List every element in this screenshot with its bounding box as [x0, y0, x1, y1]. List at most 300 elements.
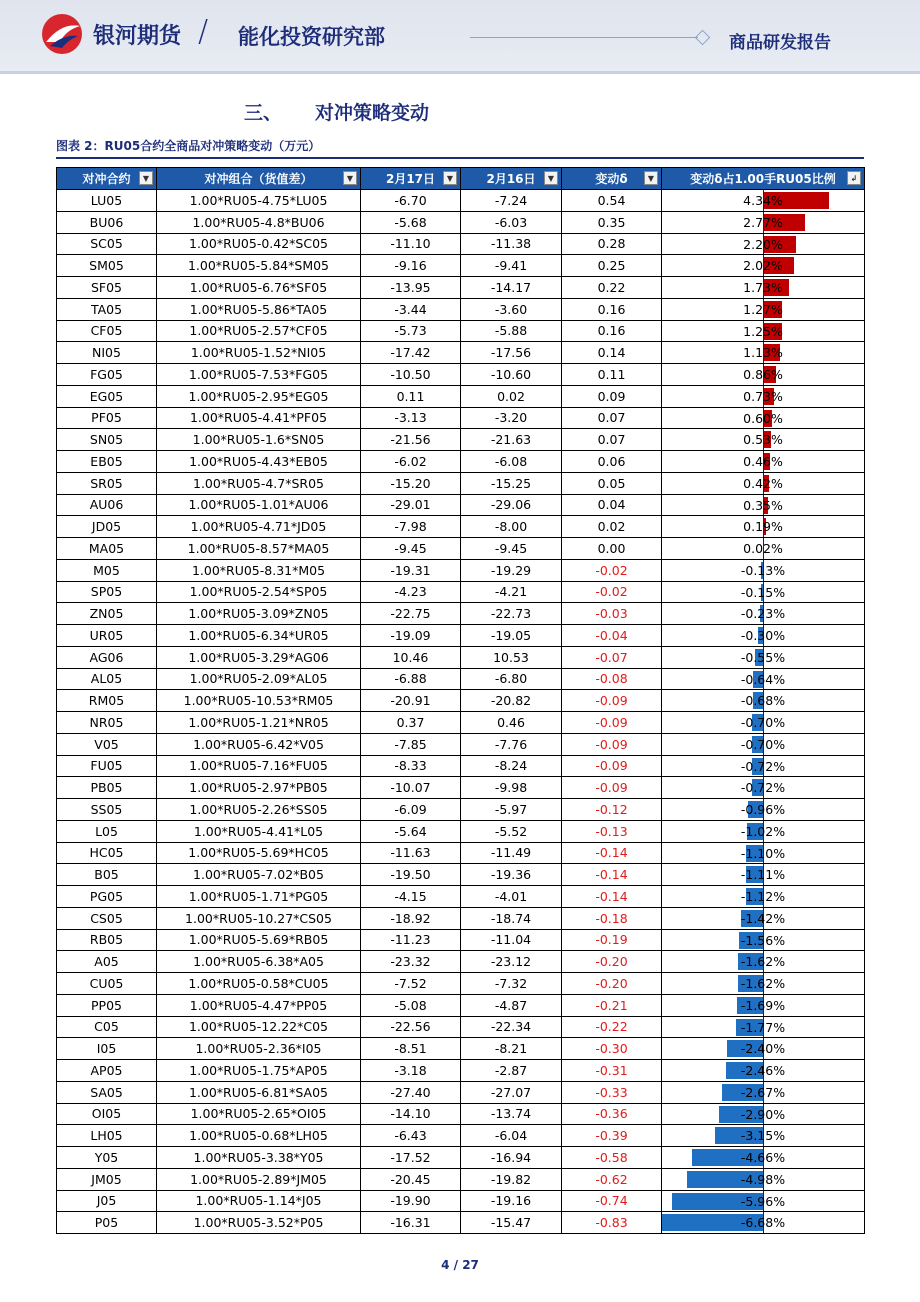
table-header-row — [57, 168, 865, 190]
cell-hedge-portfolio: 1.00*RU05-0.58*CU05 — [157, 973, 361, 995]
column-header-hedge-contract — [57, 168, 157, 190]
cell-change-delta: -0.09 — [562, 777, 662, 799]
cell-hedge-portfolio: 1.00*RU05-4.41*L05 — [157, 820, 361, 842]
cell-change-delta: -0.12 — [562, 799, 662, 821]
cell-feb17-value: -27.40 — [361, 1081, 461, 1103]
cell-change-ratio — [662, 1168, 865, 1190]
cell-feb16-value: -3.20 — [461, 407, 562, 429]
ratio-value: 4.34% — [743, 193, 783, 208]
cell-feb16-value: -15.47 — [461, 1212, 562, 1234]
ratio-value: 0.86% — [743, 367, 783, 382]
column-header-hedge-portfolio — [157, 168, 361, 190]
table-row — [57, 538, 865, 560]
column-header-label: 对冲组合（货值差） — [204, 172, 313, 186]
cell-hedge-portfolio: 1.00*RU05-2.97*PB05 — [157, 777, 361, 799]
ratio-value: -0.13% — [740, 562, 786, 578]
cell-hedge-contract: JD05 — [57, 516, 157, 538]
cell-change-ratio — [662, 255, 865, 277]
table-row — [57, 277, 865, 299]
cell-change-delta: -0.83 — [562, 1212, 662, 1234]
table-row — [57, 1081, 865, 1103]
ratio-value: 1.25% — [743, 323, 783, 339]
cell-change-delta: -0.33 — [562, 1081, 662, 1103]
column-header-label: 2月17日 — [385, 172, 436, 186]
cell-feb17-value: -19.90 — [361, 1190, 461, 1212]
cell-hedge-portfolio: 1.00*RU05-6.34*UR05 — [157, 625, 361, 647]
cell-hedge-contract: FU05 — [57, 755, 157, 777]
cell-hedge-contract: SP05 — [57, 581, 157, 603]
cell-hedge-portfolio: 1.00*RU05-5.84*SM05 — [157, 255, 361, 277]
cell-change-delta: 0.07 — [562, 429, 662, 451]
column-header-label: 对冲合约 — [82, 172, 131, 186]
table-row — [57, 255, 865, 277]
ratio-value: -2.40% — [740, 1041, 786, 1057]
cell-hedge-portfolio: 1.00*RU05-2.89*JM05 — [157, 1168, 361, 1190]
cell-change-delta: 0.05 — [562, 472, 662, 494]
header-separator: / — [198, 14, 209, 49]
company-name: 银河期货 — [93, 24, 182, 49]
table-row — [57, 233, 865, 255]
cell-hedge-contract: SM05 — [57, 255, 157, 277]
cell-change-ratio — [662, 429, 865, 451]
section-title: 对冲策略变动 — [315, 102, 430, 124]
cell-feb17-value: -5.73 — [361, 320, 461, 342]
ratio-value: -1.62% — [740, 976, 786, 991]
cell-hedge-portfolio: 1.00*RU05-2.95*EG05 — [157, 385, 361, 407]
cell-change-ratio — [662, 364, 865, 386]
ratio-value: 0.73% — [743, 388, 783, 404]
filter-dropdown-icon[interactable]: ▼ — [544, 171, 558, 185]
ratio-value: -2.90% — [740, 1106, 786, 1122]
cell-feb17-value: -23.32 — [361, 951, 461, 973]
cell-feb16-value: -5.97 — [461, 799, 562, 821]
department-name: 能化投资研究部 — [238, 25, 385, 49]
table-row — [57, 1147, 865, 1169]
cell-change-delta: 0.07 — [562, 407, 662, 429]
cell-change-delta: -0.09 — [562, 755, 662, 777]
cell-hedge-contract: RM05 — [57, 690, 157, 712]
table-row — [57, 1038, 865, 1060]
ratio-value: 0.42% — [743, 475, 783, 491]
cell-change-delta: -0.09 — [562, 712, 662, 734]
sort-filter-icon[interactable]: ↲ — [847, 171, 861, 185]
column-header-label: 变动δ — [595, 172, 628, 186]
ratio-value: 0.35% — [743, 497, 783, 513]
cell-hedge-contract: TA05 — [57, 298, 157, 320]
cell-change-ratio — [662, 864, 865, 886]
cell-feb17-value: -11.63 — [361, 842, 461, 864]
cell-feb17-value: -3.44 — [361, 298, 461, 320]
cell-hedge-portfolio: 1.00*RU05-0.42*SC05 — [157, 233, 361, 255]
cell-change-ratio — [662, 951, 865, 973]
ratio-value: -1.77% — [740, 1019, 786, 1035]
cell-change-ratio — [662, 277, 865, 299]
table-row — [57, 1103, 865, 1125]
cell-hedge-portfolio: 1.00*RU05-4.75*LU05 — [157, 190, 361, 212]
cell-hedge-contract: PB05 — [57, 777, 157, 799]
cell-hedge-contract: HC05 — [57, 842, 157, 864]
cell-feb16-value: -8.24 — [461, 755, 562, 777]
cell-hedge-contract: EB05 — [57, 451, 157, 473]
cell-feb16-value: -3.60 — [461, 298, 562, 320]
cell-hedge-contract: RB05 — [57, 929, 157, 951]
table-row — [57, 581, 865, 603]
cell-hedge-contract: Y05 — [57, 1147, 157, 1169]
cell-change-delta: 0.02 — [562, 516, 662, 538]
table-row — [57, 407, 865, 429]
cell-change-delta: -0.30 — [562, 1038, 662, 1060]
cell-change-ratio — [662, 625, 865, 647]
ratio-value: -1.11% — [740, 867, 786, 883]
report-type: 商品研发报告 — [729, 33, 831, 53]
cell-feb17-value: -9.16 — [361, 255, 461, 277]
cell-hedge-contract: L05 — [57, 820, 157, 842]
page-current: 4 — [441, 1258, 450, 1272]
cell-hedge-contract: C05 — [57, 1016, 157, 1038]
ratio-value: -0.15% — [740, 584, 786, 600]
cell-feb17-value: -5.64 — [361, 820, 461, 842]
cell-hedge-portfolio: 1.00*RU05-3.38*Y05 — [157, 1147, 361, 1169]
cell-feb16-value: -19.05 — [461, 625, 562, 647]
cell-hedge-contract: AG06 — [57, 646, 157, 668]
cell-feb17-value: -17.52 — [361, 1147, 461, 1169]
cell-change-delta: -0.19 — [562, 929, 662, 951]
cell-hedge-contract: UR05 — [57, 625, 157, 647]
ratio-value: -1.10% — [740, 845, 786, 861]
table-row — [57, 429, 865, 451]
cell-change-ratio — [662, 385, 865, 407]
cell-hedge-portfolio: 1.00*RU05-2.57*CF05 — [157, 320, 361, 342]
table-row — [57, 864, 865, 886]
cell-feb16-value: -6.04 — [461, 1125, 562, 1147]
cell-hedge-contract: NR05 — [57, 712, 157, 734]
cell-hedge-portfolio: 1.00*RU05-5.86*TA05 — [157, 298, 361, 320]
cell-hedge-contract: AP05 — [57, 1060, 157, 1082]
cell-change-delta: 0.35 — [562, 211, 662, 233]
cell-change-ratio — [662, 1147, 865, 1169]
cell-change-ratio — [662, 298, 865, 320]
cell-change-delta: 0.25 — [562, 255, 662, 277]
cell-hedge-portfolio: 1.00*RU05-6.42*V05 — [157, 733, 361, 755]
cell-feb17-value: -16.31 — [361, 1212, 461, 1234]
cell-change-ratio — [662, 994, 865, 1016]
cell-change-delta: -0.58 — [562, 1147, 662, 1169]
cell-hedge-portfolio: 1.00*RU05-1.6*SN05 — [157, 429, 361, 451]
table-row — [57, 385, 865, 407]
cell-hedge-contract: SR05 — [57, 472, 157, 494]
cell-feb16-value: 0.02 — [461, 385, 562, 407]
ratio-value: 2.77% — [743, 214, 783, 230]
cell-feb17-value: -6.88 — [361, 668, 461, 690]
cell-change-delta: -0.09 — [562, 690, 662, 712]
cell-hedge-contract: PP05 — [57, 994, 157, 1016]
cell-hedge-portfolio: 1.00*RU05-2.26*SS05 — [157, 799, 361, 821]
filter-dropdown-icon[interactable]: ▼ — [343, 171, 357, 185]
ratio-value: -0.96% — [740, 802, 786, 817]
table-row — [57, 1168, 865, 1190]
cell-hedge-portfolio: 1.00*RU05-4.7*SR05 — [157, 472, 361, 494]
table-row — [57, 820, 865, 842]
cell-feb17-value: -15.20 — [361, 472, 461, 494]
cell-hedge-portfolio: 1.00*RU05-10.27*CS05 — [157, 907, 361, 929]
cell-feb17-value: 0.11 — [361, 385, 461, 407]
cell-feb17-value: -20.91 — [361, 690, 461, 712]
cell-hedge-contract: M05 — [57, 559, 157, 581]
cell-feb16-value: -11.49 — [461, 842, 562, 864]
cell-feb16-value: -15.25 — [461, 472, 562, 494]
table-row — [57, 342, 865, 364]
filter-dropdown-icon[interactable]: ▼ — [644, 171, 658, 185]
table-row — [57, 1212, 865, 1234]
table-row — [57, 451, 865, 473]
cell-hedge-portfolio: 1.00*RU05-7.53*FG05 — [157, 364, 361, 386]
cell-hedge-contract: BU06 — [57, 211, 157, 233]
cell-hedge-portfolio: 1.00*RU05-6.38*A05 — [157, 951, 361, 973]
ratio-value: -1.69% — [740, 997, 786, 1013]
cell-change-ratio — [662, 559, 865, 581]
table-row — [57, 973, 865, 995]
cell-change-delta: -0.20 — [562, 951, 662, 973]
cell-feb16-value: -6.03 — [461, 211, 562, 233]
cell-change-ratio — [662, 712, 865, 734]
cell-change-ratio — [662, 451, 865, 473]
cell-feb17-value: -6.02 — [361, 451, 461, 473]
cell-hedge-contract: AU06 — [57, 494, 157, 516]
cell-hedge-contract: LH05 — [57, 1125, 157, 1147]
ratio-value: 0.53% — [743, 432, 783, 448]
cell-change-ratio — [662, 646, 865, 668]
ratio-value: -0.72% — [740, 780, 786, 796]
cell-feb16-value: -4.01 — [461, 886, 562, 908]
cell-hedge-contract: CF05 — [57, 320, 157, 342]
cell-hedge-contract: NI05 — [57, 342, 157, 364]
cell-feb16-value: -21.63 — [461, 429, 562, 451]
cell-feb16-value: -27.07 — [461, 1081, 562, 1103]
cell-hedge-portfolio: 1.00*RU05-0.68*LH05 — [157, 1125, 361, 1147]
cell-change-delta: -0.14 — [562, 842, 662, 864]
column-header-label: 2月16日 — [486, 172, 536, 186]
cell-hedge-portfolio: 1.00*RU05-7.16*FU05 — [157, 755, 361, 777]
cell-change-ratio — [662, 190, 865, 212]
cell-change-ratio — [662, 820, 865, 842]
cell-hedge-portfolio: 1.00*RU05-1.71*PG05 — [157, 886, 361, 908]
cell-hedge-portfolio: 1.00*RU05-2.54*SP05 — [157, 581, 361, 603]
table-row — [57, 690, 865, 712]
ratio-value: -4.98% — [740, 1171, 786, 1187]
cell-hedge-contract: J05 — [57, 1190, 157, 1212]
table-row — [57, 603, 865, 625]
cell-hedge-contract: EG05 — [57, 385, 157, 407]
figure-title: 图表 2：RU05合约全商品对冲策略变动（万元） — [56, 139, 321, 153]
ratio-value: -0.68% — [740, 693, 786, 709]
ratio-value: -1.56% — [740, 932, 786, 948]
cell-feb17-value: -6.09 — [361, 799, 461, 821]
cell-feb16-value: -19.29 — [461, 559, 562, 581]
cell-change-ratio — [662, 690, 865, 712]
cell-feb17-value: -19.09 — [361, 625, 461, 647]
cell-feb16-value: -13.74 — [461, 1103, 562, 1125]
ratio-value: 1.13% — [743, 345, 783, 361]
ratio-value: -0.30% — [740, 628, 786, 643]
cell-change-delta: -0.22 — [562, 1016, 662, 1038]
cell-feb17-value: -10.07 — [361, 777, 461, 799]
ratio-value: 0.46% — [743, 454, 783, 469]
ratio-value: 1.73% — [743, 280, 783, 295]
cell-feb16-value: -7.32 — [461, 973, 562, 995]
cell-feb16-value: 10.53 — [461, 646, 562, 668]
ratio-value: -2.46% — [740, 1063, 786, 1078]
cell-feb17-value: -6.43 — [361, 1125, 461, 1147]
cell-change-delta: 0.28 — [562, 233, 662, 255]
cell-feb17-value: -6.70 — [361, 190, 461, 212]
table-row — [57, 929, 865, 951]
ratio-value: 1.27% — [743, 301, 783, 317]
table-row — [57, 559, 865, 581]
cell-hedge-contract: I05 — [57, 1038, 157, 1060]
cell-feb17-value: -11.23 — [361, 929, 461, 951]
cell-feb16-value: -6.08 — [461, 451, 562, 473]
cell-feb16-value: -5.52 — [461, 820, 562, 842]
cell-hedge-contract: AL05 — [57, 668, 157, 690]
cell-hedge-portfolio: 1.00*RU05-8.31*M05 — [157, 559, 361, 581]
cell-feb17-value: -13.95 — [361, 277, 461, 299]
cell-change-ratio — [662, 233, 865, 255]
ratio-value: -1.02% — [740, 823, 786, 839]
cell-feb17-value: -4.23 — [361, 581, 461, 603]
table-row — [57, 472, 865, 494]
cell-hedge-portfolio: 1.00*RU05-2.65*OI05 — [157, 1103, 361, 1125]
cell-change-ratio — [662, 603, 865, 625]
cell-feb16-value: -8.21 — [461, 1038, 562, 1060]
cell-feb17-value: -11.10 — [361, 233, 461, 255]
cell-feb17-value: -17.42 — [361, 342, 461, 364]
cell-change-ratio — [662, 799, 865, 821]
cell-hedge-portfolio: 1.00*RU05-4.41*PF05 — [157, 407, 361, 429]
cell-change-ratio — [662, 886, 865, 908]
ratio-value: -2.67% — [740, 1084, 786, 1100]
ratio-value: -0.23% — [740, 606, 786, 622]
cell-hedge-contract: V05 — [57, 733, 157, 755]
figure-title-rule — [56, 157, 864, 159]
cell-change-delta: -0.07 — [562, 646, 662, 668]
cell-hedge-portfolio: 1.00*RU05-3.29*AG06 — [157, 646, 361, 668]
cell-change-delta: -0.02 — [562, 559, 662, 581]
table-row — [57, 994, 865, 1016]
filter-dropdown-icon[interactable]: ▼ — [139, 171, 153, 185]
cell-change-delta: 0.16 — [562, 298, 662, 320]
cell-hedge-portfolio: 1.00*RU05-6.76*SF05 — [157, 277, 361, 299]
table-row — [57, 951, 865, 973]
table-row — [57, 907, 865, 929]
table-row — [57, 733, 865, 755]
table-row — [57, 364, 865, 386]
cell-feb16-value: -7.24 — [461, 190, 562, 212]
table-row — [57, 298, 865, 320]
cell-change-delta: 0.06 — [562, 451, 662, 473]
cell-change-delta: 0.09 — [562, 385, 662, 407]
column-header-feb17-value — [361, 168, 461, 190]
page-total: 27 — [462, 1258, 479, 1272]
ratio-value: 2.02% — [743, 258, 783, 274]
cell-hedge-portfolio: 1.00*RU05-12.22*C05 — [157, 1016, 361, 1038]
page-separator: / — [453, 1258, 459, 1272]
cell-hedge-contract: SA05 — [57, 1081, 157, 1103]
cell-feb16-value: -14.17 — [461, 277, 562, 299]
cell-hedge-contract: OI05 — [57, 1103, 157, 1125]
cell-feb17-value: 10.46 — [361, 646, 461, 668]
cell-change-ratio — [662, 1125, 865, 1147]
cell-hedge-portfolio: 1.00*RU05-2.09*AL05 — [157, 668, 361, 690]
cell-hedge-portfolio: 1.00*RU05-1.01*AU06 — [157, 494, 361, 516]
cell-feb17-value: -7.52 — [361, 973, 461, 995]
cell-change-ratio — [662, 973, 865, 995]
cell-change-ratio — [662, 538, 865, 560]
table-row — [57, 755, 865, 777]
cell-hedge-contract: MA05 — [57, 538, 157, 560]
cell-change-delta: -0.74 — [562, 1190, 662, 1212]
section-number: 三、 — [244, 102, 283, 124]
cell-feb17-value: -22.75 — [361, 603, 461, 625]
cell-change-ratio — [662, 1038, 865, 1060]
cell-feb16-value: -9.41 — [461, 255, 562, 277]
cell-feb16-value: -16.94 — [461, 1147, 562, 1169]
cell-hedge-contract: SC05 — [57, 233, 157, 255]
cell-hedge-portfolio: 1.00*RU05-7.02*B05 — [157, 864, 361, 886]
table-row — [57, 211, 865, 233]
cell-feb17-value: -19.31 — [361, 559, 461, 581]
cell-hedge-contract: SS05 — [57, 799, 157, 821]
cell-hedge-contract: PG05 — [57, 886, 157, 908]
cell-feb16-value: -11.04 — [461, 929, 562, 951]
table-row — [57, 1060, 865, 1082]
cell-change-ratio — [662, 733, 865, 755]
cell-change-ratio — [662, 494, 865, 516]
ratio-value: -1.42% — [740, 910, 786, 926]
cell-feb16-value: -7.76 — [461, 733, 562, 755]
cell-feb16-value: -18.74 — [461, 907, 562, 929]
filter-dropdown-icon[interactable]: ▼ — [443, 171, 457, 185]
ratio-value: 0.60% — [743, 410, 783, 426]
cell-change-delta: 0.00 — [562, 538, 662, 560]
table-row — [57, 516, 865, 538]
cell-change-delta: -0.03 — [562, 603, 662, 625]
cell-change-ratio — [662, 907, 865, 929]
cell-hedge-portfolio: 1.00*RU05-4.8*BU06 — [157, 211, 361, 233]
cell-feb16-value: -29.06 — [461, 494, 562, 516]
cell-hedge-portfolio: 1.00*RU05-4.43*EB05 — [157, 451, 361, 473]
cell-change-delta: -0.62 — [562, 1168, 662, 1190]
cell-change-delta: -0.02 — [562, 581, 662, 603]
ratio-value: -3.15% — [740, 1128, 786, 1144]
cell-change-ratio — [662, 581, 865, 603]
column-header-label: 变动δ占1.00手RU05比例 — [690, 172, 836, 186]
cell-change-ratio — [662, 668, 865, 690]
cell-feb16-value: -8.00 — [461, 516, 562, 538]
cell-hedge-portfolio: 1.00*RU05-5.69*RB05 — [157, 929, 361, 951]
column-header-change-delta — [562, 168, 662, 190]
cell-change-delta: -0.31 — [562, 1060, 662, 1082]
cell-hedge-portfolio: 1.00*RU05-5.69*HC05 — [157, 842, 361, 864]
cell-change-ratio — [662, 320, 865, 342]
page-number — [0, 1258, 920, 1272]
cell-feb16-value: -4.87 — [461, 994, 562, 1016]
ratio-value: 2.20% — [743, 236, 783, 252]
cell-change-delta: -0.13 — [562, 820, 662, 842]
cell-hedge-portfolio: 1.00*RU05-6.81*SA05 — [157, 1081, 361, 1103]
cell-feb16-value: -11.38 — [461, 233, 562, 255]
cell-hedge-portfolio: 1.00*RU05-4.47*PP05 — [157, 994, 361, 1016]
table-row — [57, 1190, 865, 1212]
